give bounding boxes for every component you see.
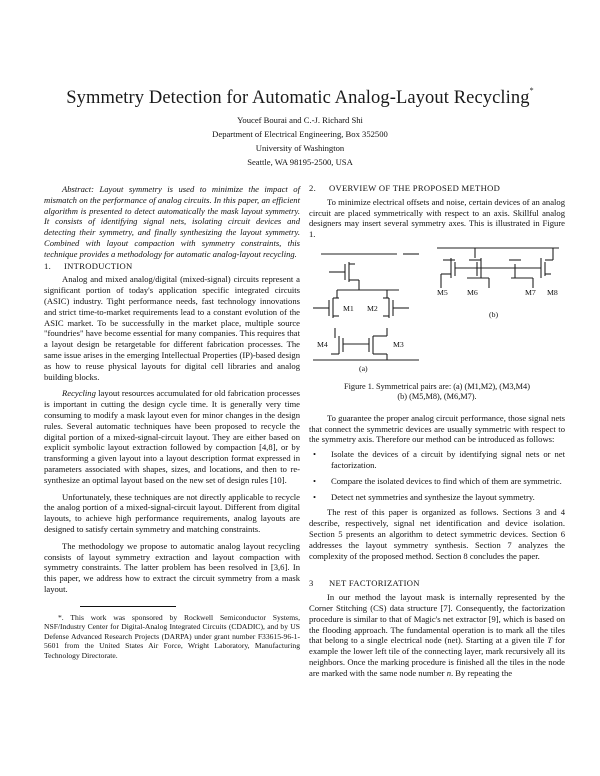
footnote-rule bbox=[80, 606, 176, 607]
footnote: *. This work was sponsored by Rockwell Semiconductor Systems, NSF/Industry Center for Digital-Analog Integrated Circuits (CDADIC), and by US Defense Advanced Research Projects (DARPA) under grant number F33615-96-1-5601 from the United States Air Force, Wright Laboratory, Manufacturing Technology Directorate. bbox=[44, 612, 300, 661]
caption-line: (b) (M5,M8), (M6,M7). bbox=[397, 392, 477, 402]
section-title: NET FACTORIZATION bbox=[329, 578, 420, 589]
circuit-b-icon bbox=[437, 248, 559, 288]
variable-t: T bbox=[547, 635, 553, 646]
bullet-icon: • bbox=[313, 449, 317, 460]
label-sub-a: (a) bbox=[359, 363, 368, 373]
caption-line: Figure 1. Symmetrical pairs are: (a) (M1,M2), (M3,M4) bbox=[344, 381, 530, 391]
method-steps-list bbox=[309, 449, 565, 502]
label-m4: M4 bbox=[317, 339, 328, 349]
left-column bbox=[44, 184, 300, 661]
label-m8: M8 bbox=[547, 287, 558, 297]
abstract-label: Abstract: bbox=[62, 184, 94, 194]
paragraph: To minimize electrical offsets and noise, certain devices of an analog circuit are placed symmetrically with respect to an axis. Skillful analog designers may insert several symmetry axes. This is illustrated in Figure 1. bbox=[309, 196, 565, 240]
bullet-icon: • bbox=[313, 491, 317, 502]
list-item-text: Compare the isolated devices to find which of them are symmetric. bbox=[331, 475, 562, 486]
label-m7: M7 bbox=[525, 287, 536, 297]
abstract bbox=[44, 184, 300, 260]
label-m1: M1 bbox=[343, 303, 354, 313]
paragraph: The rest of this paper is organized as follows. Sections 3 and 4 describe, respectively, signal net identification and device isolation. Section 5 presents an algorithm to detect symmetric devices. Section 6 addresses the layout symmetry synthesis. Section 7 analyzes the complexity of the proposed method. Section 8 concludes the paper. bbox=[309, 507, 565, 561]
paragraph: Analog and mixed analog/digital (mixed-signal) circuits represent a significant portion of today's application specific integrated circuits (ASIC) industry. Tight performance needs, fast technology innovations and strict time-to-market requirements lead to a constant evolution of the ASIC market. To be successfully in the market place, multiple source "foundries" have become essential for many companies. This requires that a layout design be retargetable for different fabrication processes. The same issue arises in the emerging Intellectual Properties (IP)-based design as how to reuse physical layouts for digital cell libraries and analog building blocks. bbox=[44, 274, 300, 382]
paragraph: Unfortunately, these techniques are not directly applicable to recycle the analog portion of a mixed-signal-circuit layout. Different from digital layouts, to achieve high performance requirements, analog layouts are designed to satisfy certain symmetry and matching constraints. bbox=[44, 491, 300, 534]
title-footnote-mark: * bbox=[529, 86, 534, 95]
figure-caption bbox=[309, 382, 565, 403]
list-item-text: Detect net symmetries and synthesize the layout symmetry. bbox=[331, 491, 535, 502]
label-m6: M6 bbox=[467, 287, 478, 297]
author-names: Youcef Bourai and C.-J. Richard Shi bbox=[237, 115, 363, 125]
section-heading-net-factorization bbox=[309, 578, 565, 589]
text: . By repeating the bbox=[451, 667, 513, 678]
bullet-icon: • bbox=[313, 475, 317, 486]
section-heading-introduction bbox=[44, 261, 300, 272]
section-number: 2. bbox=[309, 183, 317, 193]
list-item bbox=[309, 449, 565, 471]
section-number: 3 bbox=[309, 578, 314, 589]
variable-n: n bbox=[446, 667, 451, 678]
figure-1 bbox=[309, 244, 565, 376]
author-block bbox=[130, 113, 470, 169]
label-m3: M3 bbox=[393, 339, 404, 349]
list-item-text: Isolate the devices of a circuit by identifying signal nets or net factorization. bbox=[331, 449, 565, 470]
paper-title bbox=[0, 88, 600, 109]
spacer bbox=[309, 561, 565, 577]
paragraph-factorization bbox=[309, 592, 565, 678]
list-item bbox=[309, 492, 565, 503]
affiliation-line: Department of Electrical Engineering, Box 352500 bbox=[212, 129, 388, 139]
label-m5: M5 bbox=[437, 287, 448, 297]
affiliation-line: Seattle, WA 98195-2500, USA bbox=[247, 157, 353, 167]
section-number: 1. bbox=[44, 260, 52, 271]
right-column bbox=[309, 182, 565, 679]
paragraph: To guarantee the proper analog circuit performance, those signal nets that connect the symmetric devices are usually symmetric with respect to the symmetry axis. Therefore our method can be introduced as follows: bbox=[309, 412, 565, 445]
section-heading-overview bbox=[309, 183, 565, 194]
recycling-emphasis: Recycling bbox=[62, 388, 96, 399]
label-m2: M2 bbox=[367, 303, 378, 313]
text: In our method the layout mask is internally represented by the Corner Stitching (CS) data structure [7]. Consequently, the factorization procedure is similar to that of Magic's net extractor [9], which is based on the flooding approach. The fundamental operation is to mark all the tiles that belong to a single electrical node (net). Starting at a given tile bbox=[309, 592, 565, 646]
affiliation-line: University of Washington bbox=[255, 143, 345, 153]
paragraph: The methodology we propose to automatic analog layout recycling consists of layout symmetry extraction and layout compaction with symmetry constraints. The latter problem has been resolved in [3,6]. In this paper, we address how to extract the circuit symmetry from a mask layout. bbox=[44, 540, 300, 594]
label-sub-b: (b) bbox=[489, 309, 499, 319]
section-title: INTRODUCTION bbox=[64, 260, 133, 271]
title-text: Symmetry Detection for Automatic Analog-Layout Recycling bbox=[66, 88, 530, 108]
list-item bbox=[309, 476, 565, 487]
section-title: OVERVIEW OF THE PROPOSED METHOD bbox=[329, 183, 501, 193]
paragraph-recycling bbox=[44, 388, 300, 485]
recycling-text: layout resources accumulated for old fabrication processes is important in cutting the design cycle time. It is generally very time consuming to modify a mask layout even for minor changes in the design rules. Several automatic techniques have been proposed to recycle the digital portion of a mixed-signal-circuit layout. They are either based on explicit symbolic layout extraction followed by compaction [4,8], or by transforming a given layout into a layout description format expressed in parameters associated with shapes, sizes, and locations, and then to re-synthesize an optimal layout based on the new set of design rules [10]. bbox=[44, 388, 300, 485]
abstract-text: Layout symmetry is used to minimize the impact of mismatch on the performance of analog circuits. In this paper, an efficient algorithm is presented to detect automatically the mask layout symmetry. It consists of identifying signal nets, isolating circuit devices and detecting their symmetry, and finally synthesizing the layout symmetry. Combined with layout compaction with symmetry constraints, this technique provides a methodology for automatic analog-layout recycling. bbox=[44, 184, 300, 259]
text: for example the lower left tile of the connecting layer, mark recursively all its neighbors. Once the marking procedure is finished all the tiles in the node are marked with the same node number bbox=[309, 635, 566, 678]
